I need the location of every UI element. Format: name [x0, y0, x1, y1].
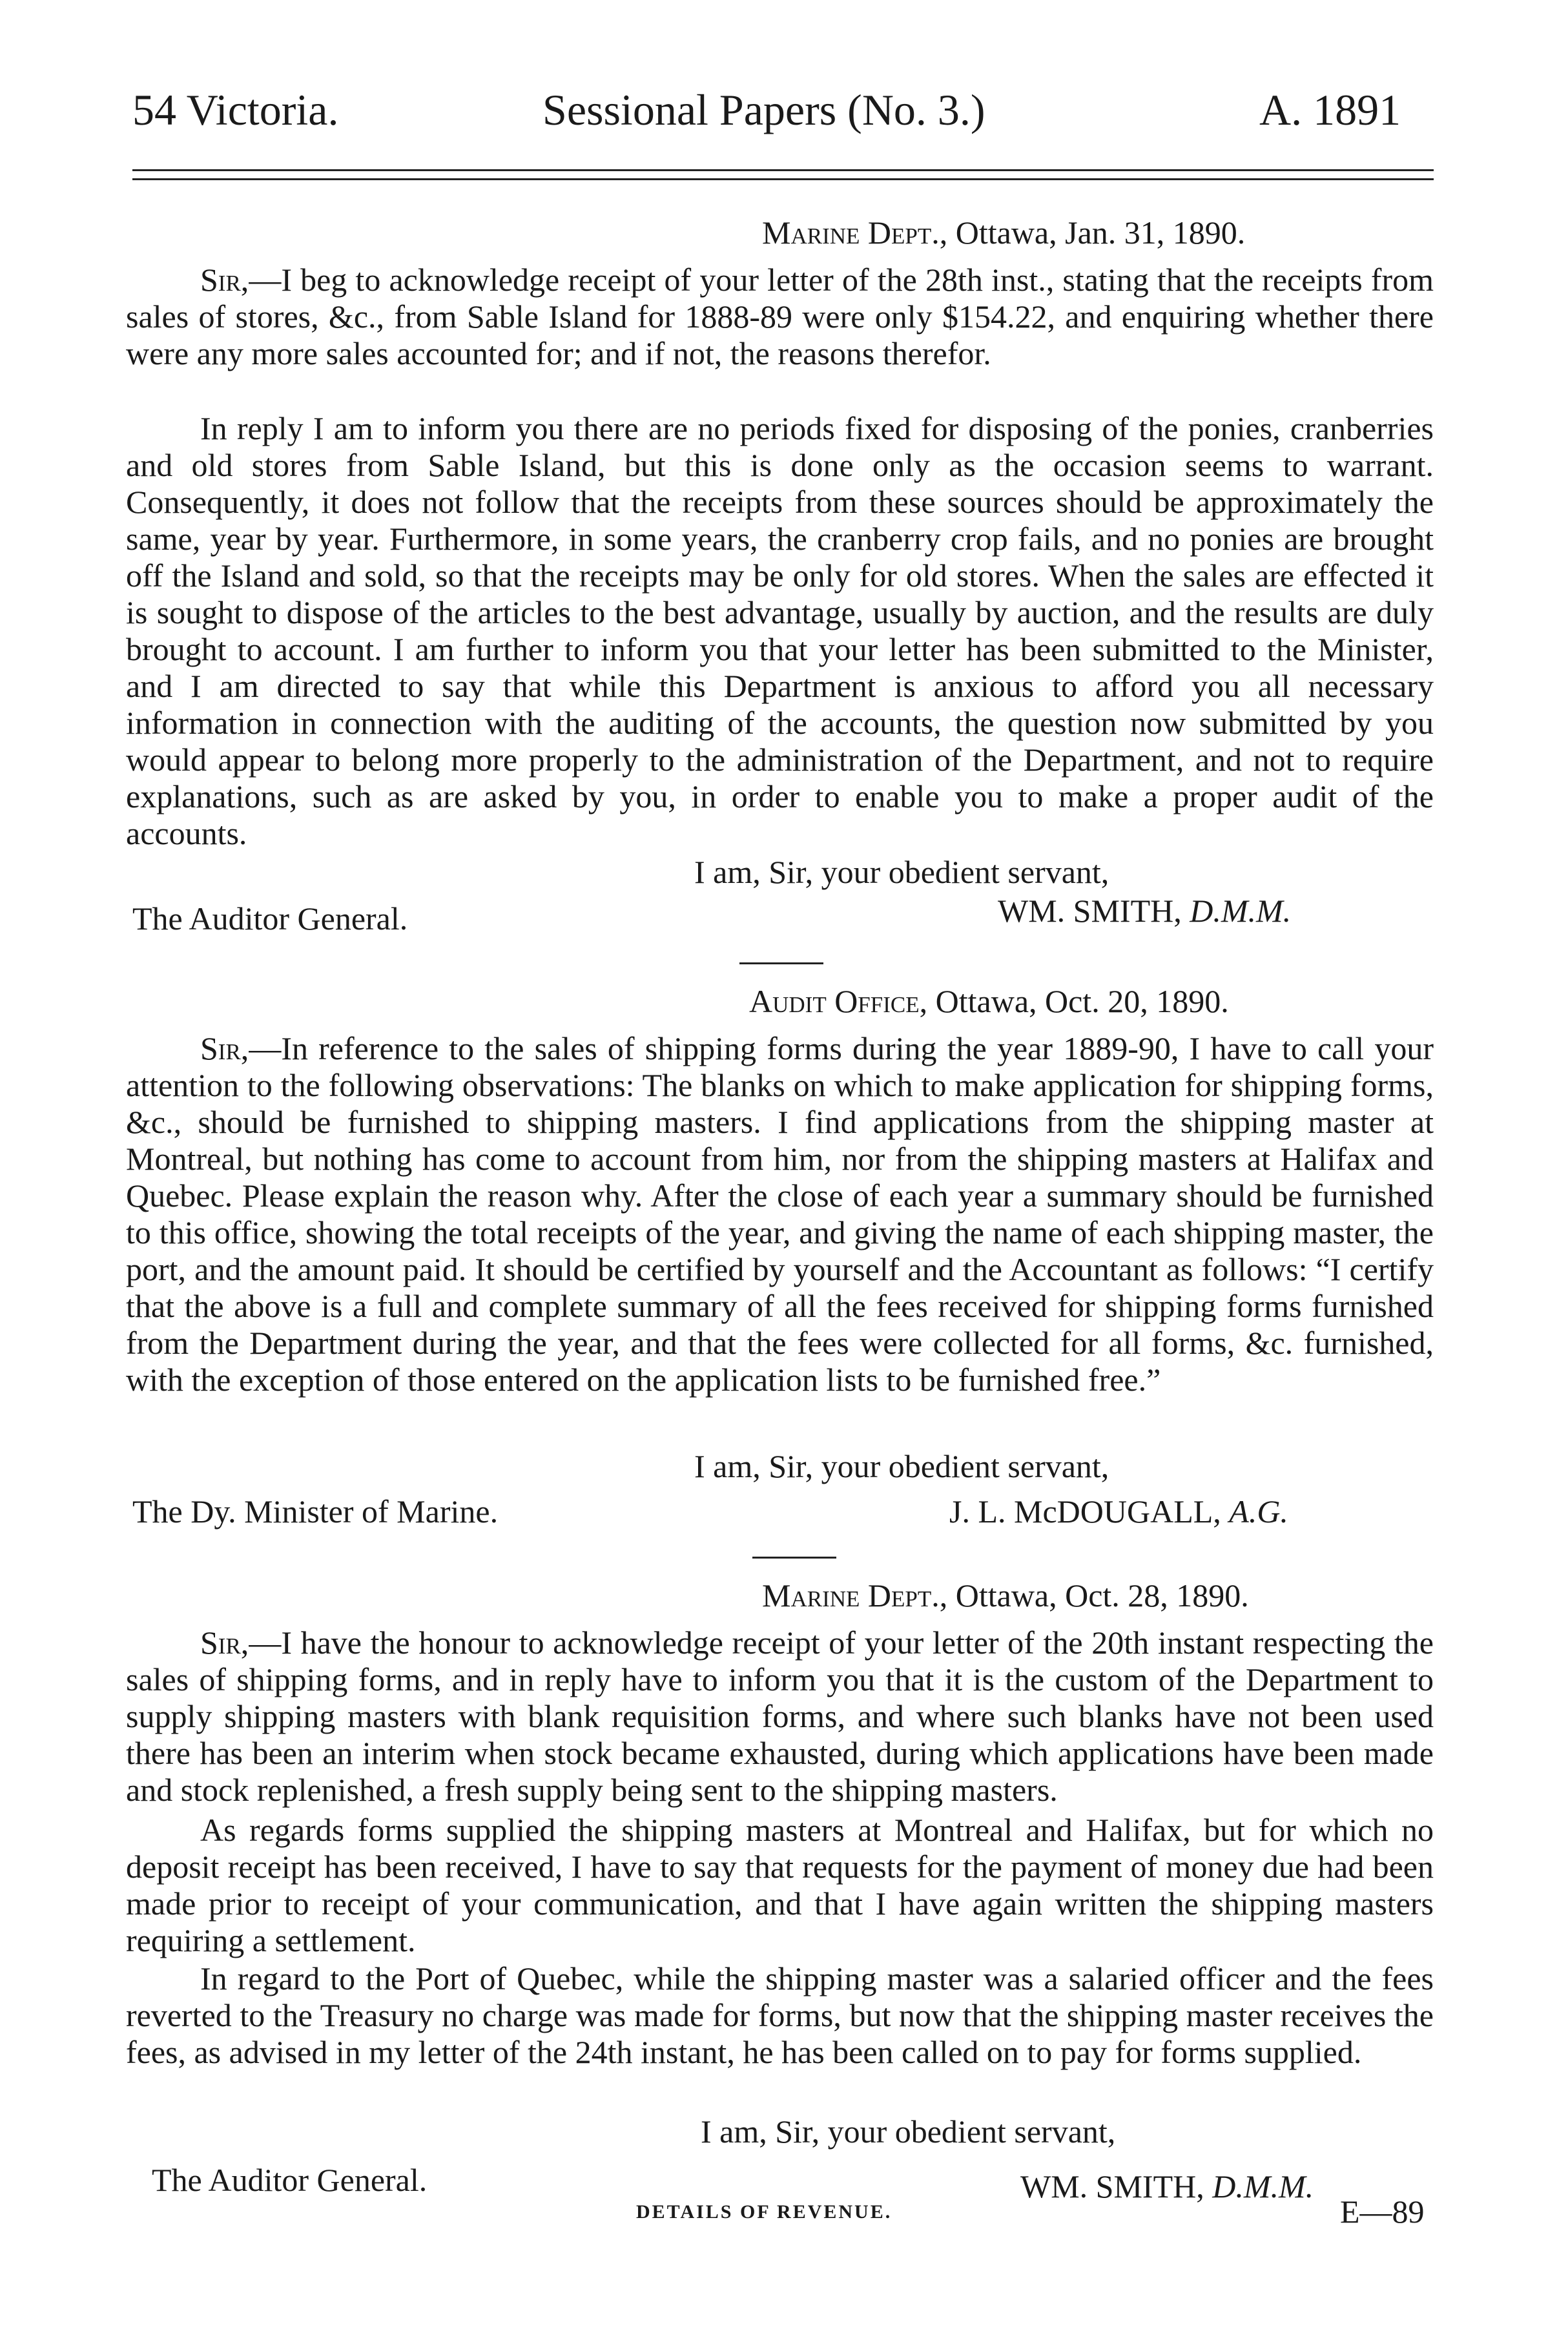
- letter-2-dateline: [749, 982, 1229, 1021]
- header-year: A. 1891: [1259, 85, 1401, 134]
- letter-1-signature-name: WM. SMITH,: [998, 893, 1190, 929]
- letter-2-paragraph-1: [126, 1030, 1434, 1398]
- separator-1: [739, 962, 823, 964]
- header-title: Sessional Papers (No. 3.): [542, 85, 985, 134]
- footer-page-number: E—89: [1340, 2193, 1425, 2230]
- letter-3-paragraph-2: As regards forms supplied the shipping masters at Montreal and Halifax, but for which no deposit receipt has been received, I have to say that requests for the payment of money due had been made prior to receipt of your communication, and that I have again written the shipping masters requiring a settlement.: [126, 1812, 1434, 1958]
- letter-3-addressee: The Auditor General.: [152, 2162, 428, 2198]
- letter-2-signature-title: A.G.: [1229, 1493, 1288, 1529]
- header-rule-top: [132, 169, 1434, 171]
- letter-3-paragraph-1: [126, 1624, 1434, 1809]
- letter-3-salutation: Sir,: [200, 1624, 249, 1661]
- letter-1-closing: I am, Sir, your obedient servant,: [694, 854, 1109, 890]
- letter-1-signature: [998, 891, 1291, 930]
- letter-1-office: Marine Dept.: [762, 214, 940, 251]
- letter-1-addressee: The Auditor General.: [132, 900, 408, 937]
- letter-3-signature-title: D.M.M.: [1212, 2168, 1314, 2204]
- letter-2-addressee: The Dy. Minister of Marine.: [132, 1493, 499, 1529]
- letter-2-salutation: Sir,: [200, 1030, 249, 1066]
- header-rule-bottom: [132, 178, 1434, 180]
- letter-1-paragraph-2: In reply I am to inform you there are no periods fixed for disposing of the ponies, cranberries and old stores from Sable Island, but this is done only as the occasion seems to warrant. Consequently, it does not follow that the receipts from these sources should be approximately the same, year by year. Furthermore, in some years, the cranberry crop fails, and no ponies are brought off the Island and sold, so that the receipts may be only for old stores. When the sales are effected it is sought to dispose of the articles to the best advantage, usually by auction, and the results are duly brought to account. I am further to inform you that your letter has been submitted to the Minister, and I am directed to say that while this Department is anxious to afford you all necessary information in connection with the auditing of the accounts, the question now submitted by you would appear to belong more properly to the administration of the Department, and not to require explanations, such as are asked by you, in order to enable you to make a proper audit of the accounts.: [126, 410, 1434, 851]
- letter-1-paragraph-1: [126, 262, 1434, 372]
- header-volume: 54 Victoria.: [132, 85, 339, 134]
- letter-3-paragraph-1-text: —I have the honour to acknowledge receipt of your letter of the 20th instant respecting the sales of shipping forms, and in reply have to inform you that it is the custom of the Department to supply shipping masters with blank requisition forms, and where such blanks have not been used there has been an interim when stock became exhausted, during which applications have been made and stock replenished, a fresh supply being sent to the shipping masters.: [126, 1624, 1434, 1808]
- letter-1-date: , Ottawa, Jan. 31, 1890.: [939, 214, 1246, 251]
- letter-3-paragraph-3: In regard to the Port of Quebec, while the shipping master was a salaried officer and the fees reverted to the Treasury no charge was made for forms, but now that the shipping master receives the fees, as advised in my letter of the 24th instant, he has been called on to pay for forms supplied.: [126, 1960, 1434, 2070]
- letter-2-office: Audit Office: [749, 983, 920, 1019]
- letter-3-office: Marine Dept.: [762, 1577, 940, 1613]
- letter-1-signature-title: D.M.M.: [1190, 893, 1292, 929]
- letter-1-paragraph-1-text: —I beg to acknowledge receipt of your letter of the 28th inst., stating that the receipts from sales of stores, &c., from Sable Island for 1888-89 were only $154.22, and enquiring whether there were any more sales accounted for; and if not, the reasons therefor.: [126, 262, 1434, 371]
- separator-2: [752, 1557, 836, 1559]
- letter-2-signature: [949, 1492, 1288, 1531]
- letter-2-signature-name: J. L. McDOUGALL,: [949, 1493, 1230, 1529]
- letter-2-date: , Ottawa, Oct. 20, 1890.: [919, 983, 1229, 1019]
- letter-1-salutation: Sir,: [200, 262, 249, 298]
- letter-3-signature-name: WM. SMITH,: [1020, 2168, 1213, 2204]
- letter-1-dateline: [762, 213, 1245, 252]
- letter-3-signature: [1020, 2167, 1314, 2206]
- letter-2-paragraph-1-text: —In reference to the sales of shipping forms during the year 1889-90, I have to call your attention to the following observations: The blanks on which to make application for shipping forms, &c., should be furnished to shipping masters. I find applications from the shipping master at Montreal, but nothing has come to account from him, nor from the shipping masters at Halifax and Quebec. Please explain the reason why. After the close of each year a summary should be furnished to this office, showing the total receipts of the year, and giving the name of each shipping master, the port, and the amount paid. It should be certified by yourself and the Accountant as follows: “I certify that the above is a full and complete summary of all the fees received for shipping forms furnished from the Department during the year, and that the fees were collected for all forms, &c. furnished, with the exception of those entered on the application lists to be furnished free.”: [126, 1030, 1434, 1398]
- letter-3-closing: I am, Sir, your obedient servant,: [701, 2113, 1116, 2150]
- letter-2-closing: I am, Sir, your obedient servant,: [694, 1448, 1109, 1484]
- footer-section-title: DETAILS OF REVENUE.: [636, 2201, 892, 2223]
- letter-3-dateline: [762, 1576, 1249, 1615]
- letter-3-date: , Ottawa, Oct. 28, 1890.: [939, 1577, 1249, 1613]
